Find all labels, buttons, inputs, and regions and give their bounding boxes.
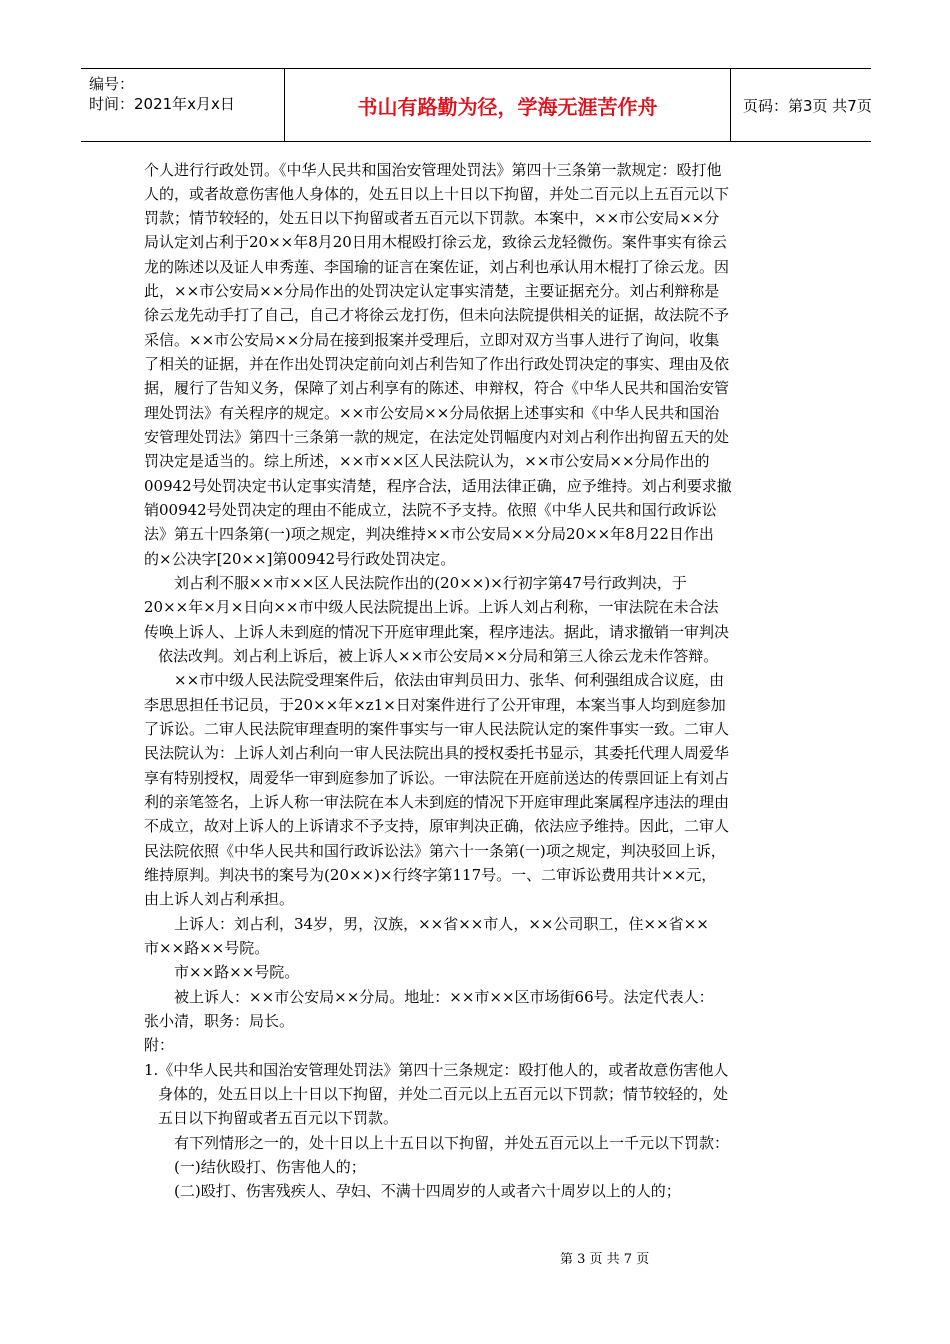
body-line: (一)结伙殴打、伤害他人的； <box>174 1158 366 1176</box>
body-line: 1.《中华人民共和国治安管理处罚法》第四十三条规定：殴打他人的，或者故意伤害他人 <box>144 1061 729 1079</box>
body-line: 法》第五十四条第(一)项之规定，判决维持××市公安局××分局20××年8月22日作出 <box>144 525 714 543</box>
body-line: 的×公决字[20××]第00942号行政处罚决定。 <box>144 550 456 568</box>
body-line: 利的亲笔签名，上诉人称一审法院在本人未到庭的情况下开庭审理此案属程序违法的理由 <box>144 793 730 811</box>
body-line: 龙的陈述以及证人申秀莲、李国瑜的证言在案佐证，刘占利也承认用木棍打了徐云龙。因 <box>144 258 730 276</box>
page-footer: 第 3 页 共 7 页 <box>560 1252 650 1267</box>
body-line: 据，履行了告知义务，保障了刘占利享有的陈述、申辩权，符合《中华人民共和国治安管 <box>144 379 730 397</box>
header-page-label: 页码：第3页 共7页 <box>743 96 872 115</box>
header-table <box>81 68 871 142</box>
body-line: 徐云龙先动手打了自己，自己才将徐云龙打伤，但未向法院提供相关的证据，故法院不予 <box>144 306 730 324</box>
body-line: (二)殴打、伤害残疾人、孕妇、不满十四周岁的人或者六十周岁以上的人的； <box>174 1182 681 1200</box>
body-line: 由上诉人刘占利承担。 <box>144 890 295 908</box>
body-line: 了相关的证据，并在作出处罚决定前向刘占利告知了作出行政处罚决定的事实、理由及依 <box>144 355 730 373</box>
time-label: 时间：2021年x月x日 <box>89 95 235 113</box>
body-line: 附： <box>144 1036 175 1054</box>
body-line: 安管理处罚法》第四十三条第一款的规定，在法定处罚幅度内对刘占利作出拘留五天的处 <box>144 428 730 446</box>
header-meta-cell <box>81 69 284 141</box>
body-line: 上诉人：刘占利，34岁，男，汉族，××省××市人，××公司职工，住××省×× <box>174 915 709 933</box>
body-line: 刘占利不服××市××区人民法院作出的(20××)×行初字第47号行政判决，于 <box>174 574 687 592</box>
number-label: 编号： <box>89 75 135 93</box>
body-line: 维持原判。判决书的案号为(20××)×行终字第117号。一、二审诉讼费用共计××元， <box>144 866 717 884</box>
body-line: 有下列情形之一的，处十日以上十五日以下拘留，并处五百元以上一千元以下罚款： <box>174 1134 730 1152</box>
body-line: 传唤上诉人、上诉人未到庭的情况下开庭审理此案，程序违法。据此，请求撤销一审判决 <box>144 623 730 641</box>
body-line: 市××路××号院。 <box>174 963 300 981</box>
body-line: 民法院认为：上诉人刘占利向一审人民法院出具的授权委托书显示，其委托代理人周爱华 <box>144 744 730 762</box>
body-line: 采信。××市公安局××分局在接到报案并受理后，立即对双方当事人进行了询问，收集 <box>144 331 720 349</box>
body-line: 人的，或者故意伤害他人身体的，处五日以上十日以下拘留，并处二百元以上五百元以下 <box>144 185 730 203</box>
body-line: 被上诉人：××市公安局××分局。地址：××市××区市场街66号。法定代表人： <box>174 988 714 1006</box>
body-line: 此，××市公安局××分局作出的处罚决定认定事实清楚，主要证据充分。刘占利辩称是 <box>144 282 720 300</box>
body-line: 依法改判。刘占利上诉后，被上诉人××市公安局××分局和第三人徐云龙未作答辩。 <box>158 647 719 665</box>
body-line: 五日以下拘留或者五百元以下罚款。 <box>158 1109 399 1127</box>
body-line: ××市中级人民法院受理案件后，依法由审判员田力、张华、何利强组成合议庭，由 <box>174 671 725 689</box>
header-motto: 书山有路勤为径，学海无涯苦作舟 <box>357 94 658 119</box>
body-line: 罚决定是适当的。综上所述，××市××区人民法院认为，××市公安局××分局作出的 <box>144 452 710 470</box>
body-line: 理处罚法》有关程序的规定。××市公安局××分局依据上述事实和《中华人民共和国治 <box>144 404 720 422</box>
body-line: 销00942号处罚决定的理由不能成立，法院不予支持。依照《中华人民共和国行政诉讼 <box>144 501 717 519</box>
body-line: 局认定刘占利于20××年8月20日用木棍殴打徐云龙，致徐云龙轻微伤。案件事实有徐云 <box>144 233 727 251</box>
body-line: 00942号处罚决定书认定事实清楚，程序合法，适用法律正确，应予维持。刘占利要求撤 <box>144 477 732 495</box>
body-line: 市××路××号院。 <box>144 939 270 957</box>
body-line: 罚款；情节较轻的，处五日以下拘留或者五百元以下罚款。本案中，××市公安局××分 <box>144 209 720 227</box>
body-line: 张小清，职务：局长。 <box>144 1012 295 1030</box>
body-line: 民法院依照《中华人民共和国行政诉讼法》第六十一条第(一)项之规定，判决驳回上诉， <box>144 842 726 860</box>
body-line: 20××年×月×日向××市中级人民法院提出上诉。上诉人刘占利称，一审法院在未合法 <box>144 598 719 616</box>
body-line: 不成立，故对上诉人的上诉请求不予支持，原审判决正确，依法应予维持。因此，二审人 <box>144 817 730 835</box>
body-line: 个人进行行政处罚。《中华人民共和国治安管理处罚法》第四十三条第一款规定：殴打他 <box>144 161 722 179</box>
body-line: 享有特别授权，周爱华一审到庭参加了诉讼。一审法院在开庭前送达的传票回证上有刘占 <box>144 769 730 787</box>
body-line: 身体的，处五日以上十日以下拘留，并处二百元以上五百元以下罚款；情节较轻的，处 <box>158 1085 729 1103</box>
body-line: 李思思担任书记员，于20××年×z1×日对案件进行了公开审理，本案当事人均到庭参加 <box>144 696 726 714</box>
body-line: 了诉讼。二审人民法院审理查明的案件事实与一审人民法院认定的案件事实一致。二审人 <box>144 720 730 738</box>
